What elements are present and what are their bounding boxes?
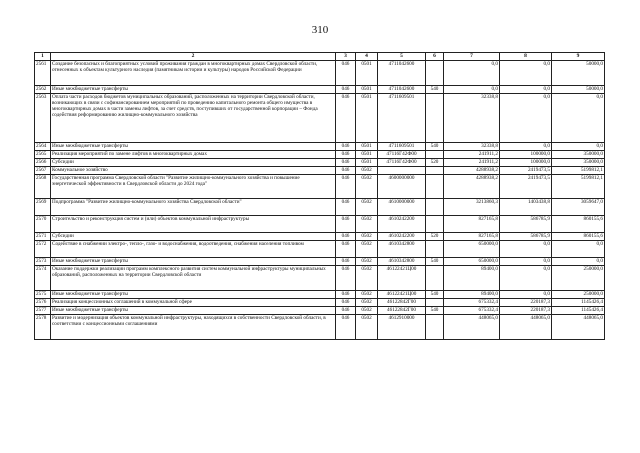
amount-col-9: 0,0 (552, 94, 605, 143)
table-row (35, 299, 605, 307)
row-name: Иные межбюджетные трансферты (51, 258, 336, 266)
section-code: 0501 (356, 159, 378, 167)
section-code: 0502 (356, 266, 378, 291)
column-header: 8 (500, 53, 552, 61)
section-code: 0502 (356, 167, 378, 175)
amount-col-7: 448065,0 (444, 315, 500, 340)
ministry-code: 046 (336, 175, 356, 199)
ministry-code: 046 (336, 143, 356, 151)
amount-col-9: 350000,0 (552, 151, 605, 159)
amount-col-8: 0,0 (500, 258, 552, 266)
target-article-code: 4610342800 (378, 258, 426, 266)
amount-col-7: 241911,2 (444, 151, 500, 159)
ministry-code: 046 (336, 241, 356, 258)
amount-col-9: 5199812,1 (552, 175, 605, 199)
expense-type-code (426, 266, 444, 291)
amount-col-8: 220187,3 (500, 299, 552, 307)
ministry-code: 046 (336, 167, 356, 175)
ministry-code: 046 (336, 315, 356, 340)
amount-col-7: 241911,2 (444, 159, 500, 167)
row-number: 2564 (35, 143, 51, 151)
section-code: 0502 (356, 233, 378, 241)
page-number: 310 (311, 24, 329, 36)
row-name: Коммунальное хозяйство (51, 167, 336, 175)
amount-col-7: 0,0 (444, 86, 500, 94)
target-article-code: 4711042600 (378, 61, 426, 86)
ministry-code: 046 (336, 307, 356, 315)
target-article-code: 46122421Ц00 (378, 291, 426, 299)
row-number: 2561 (35, 61, 51, 86)
table-row (35, 167, 605, 175)
expense-type-code (426, 94, 444, 143)
expense-type-code: 540 (426, 307, 444, 315)
section-code: 0502 (356, 315, 378, 340)
row-name: Оказание поддержки реализации программ комплексного развития систем коммунальной инфраструктуры муниципальных образований, расположенных на территории Свердловской области (51, 266, 336, 291)
target-article-code: 4610242200 (378, 233, 426, 241)
budget-table (34, 52, 605, 340)
table-row (35, 94, 605, 143)
amount-col-7: 3213860,3 (444, 199, 500, 216)
ministry-code: 046 (336, 159, 356, 167)
amount-col-7: 4288938,2 (444, 167, 500, 175)
ministry-code: 046 (336, 151, 356, 159)
row-name: Иные межбюджетные трансферты (51, 143, 336, 151)
section-code: 0502 (356, 199, 378, 216)
row-name: Иные межбюджетные трансферты (51, 291, 336, 299)
expense-type-code: 520 (426, 233, 444, 241)
section-code: 0502 (356, 241, 378, 258)
expense-type-code (426, 61, 444, 86)
row-number: 2562 (35, 86, 51, 94)
row-name: Подпрограмма "Развитие жилищно-коммунального хозяйства Свердловской области" (51, 199, 336, 216)
expense-type-code: 540 (426, 86, 444, 94)
column-header: 1 (35, 53, 51, 61)
amount-col-7: 650000,0 (444, 258, 500, 266)
section-code: 0502 (356, 307, 378, 315)
expense-type-code (426, 299, 444, 307)
expense-type-code (426, 241, 444, 258)
section-code: 0501 (356, 94, 378, 143)
target-article-code (378, 167, 426, 175)
amount-col-9: 1145426,4 (552, 299, 605, 307)
row-number: 2578 (35, 315, 51, 340)
row-number: 2566 (35, 159, 51, 167)
target-article-code: 4610342800 (378, 241, 426, 258)
table-row (35, 159, 605, 167)
expense-type-code (426, 175, 444, 199)
column-header: 7 (444, 53, 500, 61)
ministry-code: 046 (336, 299, 356, 307)
column-header: 9 (552, 53, 605, 61)
target-article-code: 46122421Ц00 (378, 266, 426, 291)
expense-type-code: 540 (426, 258, 444, 266)
amount-col-8: 0,0 (500, 94, 552, 143)
expense-type-code (426, 216, 444, 233)
amount-col-9: 1145426,4 (552, 307, 605, 315)
section-code: 0502 (356, 291, 378, 299)
amount-col-7: 675332,4 (444, 307, 500, 315)
amount-col-9: 448065,0 (552, 315, 605, 340)
table-row (35, 233, 605, 241)
amount-col-9: 3059647,0 (552, 199, 605, 216)
ministry-code: 046 (336, 266, 356, 291)
row-name: Оплата части расходов бюджетов муниципальных образований, расположенных на территории Свердловской области, возникающих в связи с софинансированием мероприятий по проведению капитального ремонта общего имущества в многоквартирных домах в части замены лифтов, за счет средств, поступивших от государственной корпорации – Фонда содействия реформированию жилищно-коммунального хозяйства (51, 94, 336, 143)
amount-col-7: 650000,0 (444, 241, 500, 258)
row-number: 2576 (35, 299, 51, 307)
ministry-code: 046 (336, 216, 356, 233)
target-article-code: 4610242200 (378, 216, 426, 233)
ministry-code: 046 (336, 86, 356, 94)
table-body (35, 61, 605, 340)
target-article-code: 4610000000 (378, 199, 426, 216)
amount-col-8: 586785,9 (500, 233, 552, 241)
column-header: 3 (336, 53, 356, 61)
row-number: 2567 (35, 167, 51, 175)
amount-col-9: 50000,0 (552, 61, 605, 86)
row-number: 2573 (35, 258, 51, 266)
amount-col-8: 2419473,5 (500, 167, 552, 175)
amount-col-8: 0,0 (500, 241, 552, 258)
table-row (35, 241, 605, 258)
row-number: 2574 (35, 266, 51, 291)
amount-col-7: 827165,8 (444, 233, 500, 241)
amount-col-9: 0,0 (552, 258, 605, 266)
ministry-code: 046 (336, 233, 356, 241)
amount-col-8: 220187,3 (500, 307, 552, 315)
amount-col-8: 2419473,5 (500, 175, 552, 199)
amount-col-8: 0,0 (500, 61, 552, 86)
amount-col-9: 0,0 (552, 241, 605, 258)
row-name: Государственная программа Свердловской области "Развитие жилищно-коммунального хозяйства и повышение энергетической эффективности в Свердловской области до 2024 года" (51, 175, 336, 199)
row-number: 2575 (35, 291, 51, 299)
section-code: 0501 (356, 151, 378, 159)
target-article-code: 4711042600 (378, 86, 426, 94)
amount-col-7: 4288938,2 (444, 175, 500, 199)
ministry-code: 046 (336, 199, 356, 216)
amount-col-7: 89400,0 (444, 291, 500, 299)
amount-col-7: 0,0 (444, 61, 500, 86)
amount-col-7: 89400,0 (444, 266, 500, 291)
amount-col-8: 100000,0 (500, 151, 552, 159)
amount-col-8: 1403438,8 (500, 199, 552, 216)
table-row (35, 315, 605, 340)
section-code: 0501 (356, 86, 378, 94)
amount-col-9: 250000,0 (552, 291, 605, 299)
expense-type-code: 540 (426, 143, 444, 151)
amount-col-7: 827165,8 (444, 216, 500, 233)
row-name: Содействие в снабжении электро-, тепло-, газо- и водоснабжения, водоотведения, снабжения населения топливом (51, 241, 336, 258)
amount-col-9: 860155,6 (552, 216, 605, 233)
row-name: Субсидии (51, 159, 336, 167)
target-article-code: 47116Г42Ф00 (378, 159, 426, 167)
target-article-code: 46122842Г00 (378, 307, 426, 315)
amount-col-9: 5199812,1 (552, 167, 605, 175)
amount-col-7: 32338,8 (444, 143, 500, 151)
table-row (35, 266, 605, 291)
table-row (35, 151, 605, 159)
expense-type-code: 540 (426, 291, 444, 299)
amount-col-9: 0,0 (552, 143, 605, 151)
table-row (35, 291, 605, 299)
table-row (35, 175, 605, 199)
row-name: Иные межбюджетные трансферты (51, 307, 336, 315)
amount-col-7: 675332,4 (444, 299, 500, 307)
amount-col-8: 0,0 (500, 266, 552, 291)
section-code: 0502 (356, 216, 378, 233)
amount-col-9: 860155,6 (552, 233, 605, 241)
expense-type-code: 520 (426, 159, 444, 167)
row-name: Строительство и реконструкция систем и (или) объектов коммунальной инфраструктуры (51, 216, 336, 233)
amount-col-8: 100000,0 (500, 159, 552, 167)
amount-col-8: 0,0 (500, 86, 552, 94)
column-header: 2 (51, 53, 336, 61)
table-row (35, 258, 605, 266)
row-name: Субсидии (51, 233, 336, 241)
section-code: 0502 (356, 175, 378, 199)
amount-col-9: 50000,0 (552, 86, 605, 94)
table-row (35, 199, 605, 216)
ministry-code: 046 (336, 61, 356, 86)
column-header: 5 (378, 53, 426, 61)
target-article-code: 46122842Г00 (378, 299, 426, 307)
row-number: 2572 (35, 241, 51, 258)
row-name: Реализация мероприятий по замене лифтов в многоквартирных домах (51, 151, 336, 159)
row-number: 2568 (35, 175, 51, 199)
row-name: Реализация концессионных соглашений в коммунальной сфере (51, 299, 336, 307)
ministry-code: 046 (336, 94, 356, 143)
amount-col-8: 586785,9 (500, 216, 552, 233)
expense-type-code (426, 315, 444, 340)
table-row (35, 143, 605, 151)
target-article-code: 4711609501 (378, 94, 426, 143)
section-code: 0501 (356, 143, 378, 151)
row-number: 2569 (35, 199, 51, 216)
amount-col-8: 0,0 (500, 291, 552, 299)
table-row (35, 86, 605, 94)
row-number: 2571 (35, 233, 51, 241)
amount-col-8: 448065,0 (500, 315, 552, 340)
row-name: Развитие и модернизация объектов коммунальной инфраструктуры, находящихся в собственности Свердловской области, в соответствии с концессионными соглашениями (51, 315, 336, 340)
expense-type-code (426, 199, 444, 216)
target-article-code: 47116Г42Ф00 (378, 151, 426, 159)
row-name: Иные межбюджетные трансферты (51, 86, 336, 94)
expense-type-code (426, 167, 444, 175)
target-article-code: 4612910000 (378, 315, 426, 340)
row-number: 2570 (35, 216, 51, 233)
target-article-code: 4600000000 (378, 175, 426, 199)
row-name: Создание безопасных и благоприятных условий проживания граждан в многоквартирных домах Свердловской области, отнесенных к объектам культурного наследия (памятникам истории и культуры) народов Российской Федерации (51, 61, 336, 86)
row-number: 2577 (35, 307, 51, 315)
section-code: 0502 (356, 258, 378, 266)
row-number: 2563 (35, 94, 51, 143)
section-code: 0501 (356, 61, 378, 86)
expense-type-code (426, 151, 444, 159)
amount-col-7: 32338,8 (444, 94, 500, 143)
amount-col-9: 250000,0 (552, 266, 605, 291)
column-header: 4 (356, 53, 378, 61)
section-code: 0502 (356, 299, 378, 307)
table-row (35, 61, 605, 86)
table-header-row (35, 53, 605, 61)
ministry-code: 046 (336, 291, 356, 299)
amount-col-8: 0,0 (500, 143, 552, 151)
table-row (35, 307, 605, 315)
target-article-code: 4711609501 (378, 143, 426, 151)
amount-col-9: 350000,0 (552, 159, 605, 167)
row-number: 2565 (35, 151, 51, 159)
table-row (35, 216, 605, 233)
ministry-code: 046 (336, 258, 356, 266)
column-header: 6 (426, 53, 444, 61)
